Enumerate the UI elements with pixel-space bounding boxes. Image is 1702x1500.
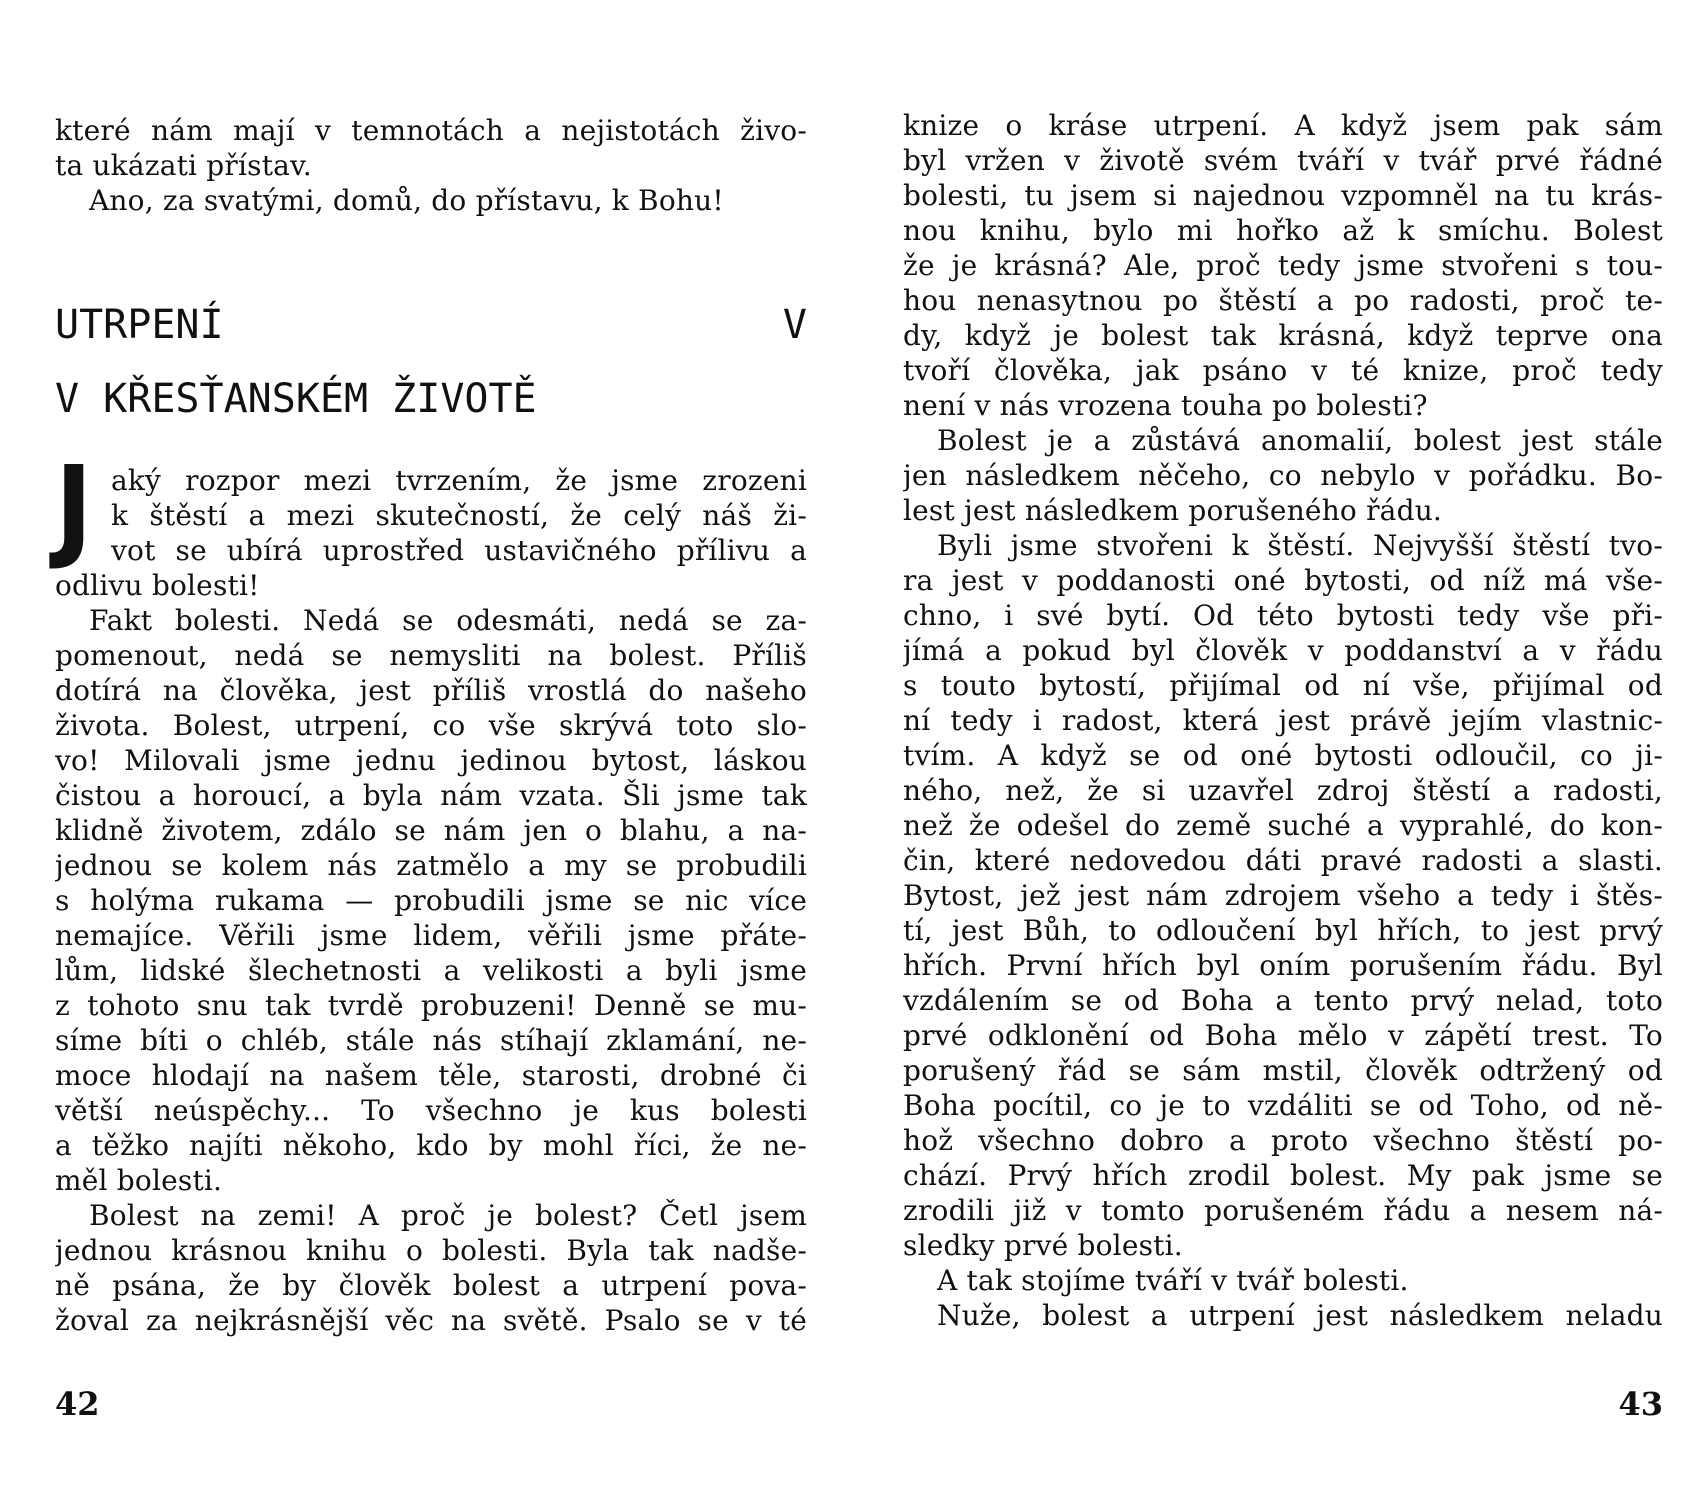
text-line: chno, i své bytí. Od této bytosti tedy vše při- — [903, 599, 1663, 632]
text-line: lům, lidské šlechetnosti a velikosti a byli jsme — [55, 954, 807, 987]
chapter-heading — [55, 288, 807, 436]
text-line: byl vržen v životě svém tváří v tvář prvé řádné — [903, 144, 1663, 177]
left-top-paragraph — [55, 113, 807, 218]
text-line: Bolest na zemi! A proč je bolest? Četl jsem — [89, 1199, 807, 1232]
text-line: Bytost, jež jest nám zdrojem všeho a tedy i štěs- — [903, 879, 1663, 912]
text-line: bolesti, tu jsem si najednou vzpomněl na tu krás- — [903, 179, 1663, 212]
right-page — [903, 0, 1663, 1500]
text-line: které nám mají v temnotách a nejistotách živo- — [55, 114, 807, 147]
text-line: než že odešel do země suché a vyprahlé, do kon- — [903, 809, 1663, 842]
text-line: větší neúspěchy... To všechno je kus bolesti — [55, 1094, 807, 1127]
drop-cap: J — [55, 443, 93, 573]
text-line: hou nenasytnou po štěstí a po radosti, proč te- — [903, 284, 1663, 317]
text-line: prvé odklonění od Boha mělo v zápětí trest. To — [903, 1019, 1663, 1052]
text-line: s holýma rukama — probudili jsme se nic více — [55, 884, 807, 917]
text-line: Fakt bolesti. Nedá se odesmáti, nedá se za- — [89, 604, 807, 637]
text-line: života. Bolest, utrpení, co vše skrývá toto slo- — [55, 709, 807, 742]
text-line: dotírá na člověka, jest příliš vrostlá do našeho — [55, 674, 807, 707]
chapter-title-word: UTRPENÍ — [55, 302, 224, 348]
left-body-text — [55, 568, 807, 1338]
text-line: A tak stojíme tváří v tvář bolesti. — [937, 1264, 1409, 1297]
page-number: 42 — [55, 1385, 100, 1423]
text-line: vot se ubírá uprostřed ustavičného přílivu a — [111, 534, 807, 567]
text-line: Byli jsme stvořeni k štěstí. Nejvyšší štěstí tvo- — [937, 529, 1663, 562]
text-line: jednou krásnou knihu o bolesti. Byla tak nadše- — [55, 1234, 807, 1267]
text-line: tvím. A když se od oné bytosti odloučil, co ji- — [903, 739, 1663, 772]
text-line: Bolest je a zůstává anomalií, bolest jest stále — [937, 424, 1663, 457]
text-line: že je krásná? Ale, proč tedy jsme stvořeni s tou- — [903, 249, 1663, 282]
text-line: Nuže, bolest a utrpení jest následkem neladu — [937, 1299, 1663, 1332]
text-line: čin, které nedovedou dáti pravé radosti a slasti. — [903, 844, 1663, 877]
text-line: jednou se kolem nás zatmělo a my se probudili — [55, 849, 807, 882]
text-line: vzdálením se od Boha a tento prvý nelad, toto — [903, 984, 1663, 1017]
text-line: měl bolesti. — [55, 1164, 223, 1197]
text-line: Boha pocítil, co je to vzdáliti se od Toho, od ně- — [903, 1089, 1663, 1122]
text-line: zrodili již v tomto porušeném řádu a nesem ná- — [903, 1194, 1663, 1227]
text-line: síme bíti o chléb, stále nás stíhají zklamání, ne- — [55, 1024, 807, 1057]
text-line: a těžko najíti někoho, kdo by mohl říci, že ne- — [55, 1129, 807, 1162]
text-line: aký rozpor mezi tvrzením, že jsme zrozeni — [111, 464, 807, 497]
text-line: vo! Milovali jsme jednu jedinou bytost, láskou — [55, 744, 807, 777]
text-line: k štěstí a mezi skutečností, že celý náš ži- — [111, 499, 807, 532]
text-line: nou knihu, bylo mi hořko až k smíchu. Bolest — [903, 214, 1663, 247]
text-line: jen následkem něčeho, co nebylo v pořádku. Bo- — [903, 459, 1663, 492]
text-line: z tohoto snu tak tvrdě probuzeni! Denně se mu- — [55, 989, 807, 1022]
text-line: ní tedy i radost, která jest právě jejím vlastnic- — [903, 704, 1663, 737]
text-line: ně psána, že by člověk bolest a utrpení pova- — [55, 1269, 807, 1302]
text-line: ra jest v poddanosti oné bytosti, od níž má vše- — [903, 564, 1663, 597]
text-line: žoval za nejkrásnější věc na světě. Psalo se v té — [55, 1304, 807, 1337]
text-line: jímá a pokud byl člověk v poddanství a v řádu — [903, 634, 1663, 667]
text-line: ta ukázati přístav. — [55, 149, 312, 182]
text-line: dy, když je bolest tak krásná, když teprve ona — [903, 319, 1663, 352]
text-line: hřích. První hřích byl oním porušením řádu. Byl — [903, 949, 1663, 982]
text-line: porušený řád se sám mstil, člověk odtržený od — [903, 1054, 1663, 1087]
text-line: pomenout, nedá se nemysliti na bolest. Příliš — [55, 639, 807, 672]
text-line: tí, jest Bůh, to odloučení byl hřích, to jest prvý — [903, 914, 1663, 947]
text-line: ného, než, že si uzavřel zdroj štěstí a radosti, — [903, 774, 1663, 807]
text-line: klidně životem, zdálo se nám jen o blahu, a na- — [55, 814, 807, 847]
text-line: lest jest následkem porušeného řádu. — [903, 494, 1443, 527]
text-line: sledky prvé bolesti. — [903, 1229, 1183, 1262]
text-line: hož všechno dobro a proto všechno štěstí po- — [903, 1124, 1663, 1157]
text-line: není v nás vrozena touha po bolesti? — [903, 389, 1428, 422]
chapter-title-v: V — [782, 302, 807, 348]
text-line: knize o kráse utrpení. A když jsem pak sám — [903, 109, 1663, 142]
left-page — [55, 0, 807, 1500]
text-line: Ano, za svatými, domů, do přístavu, k Bohu! — [89, 184, 724, 217]
text-line: čistou a horoucí, a byla nám vzata. Šli jsme tak — [55, 779, 807, 812]
text-line: s touto bytostí, přijímal od ní vše, přijímal od — [903, 669, 1663, 702]
text-line: tvoří člověka, jak psáno v té knize, proč tedy — [903, 354, 1663, 387]
text-line: nemajíce. Věřili jsme lidem, věřili jsme přáte- — [55, 919, 807, 952]
chapter-title-line2: V KŘESŤANSKÉM ŽIVOTĚ — [55, 376, 537, 422]
drop-cap-lines — [111, 463, 807, 568]
text-line: odlivu bolesti! — [55, 569, 260, 602]
text-line: chází. Prvý hřích zrodil bolest. My pak jsme se — [903, 1159, 1663, 1192]
page-number: 43 — [1618, 1385, 1663, 1423]
text-line: moce hlodají na našem těle, starosti, drobné či — [55, 1059, 807, 1092]
right-body-text — [903, 108, 1663, 1333]
